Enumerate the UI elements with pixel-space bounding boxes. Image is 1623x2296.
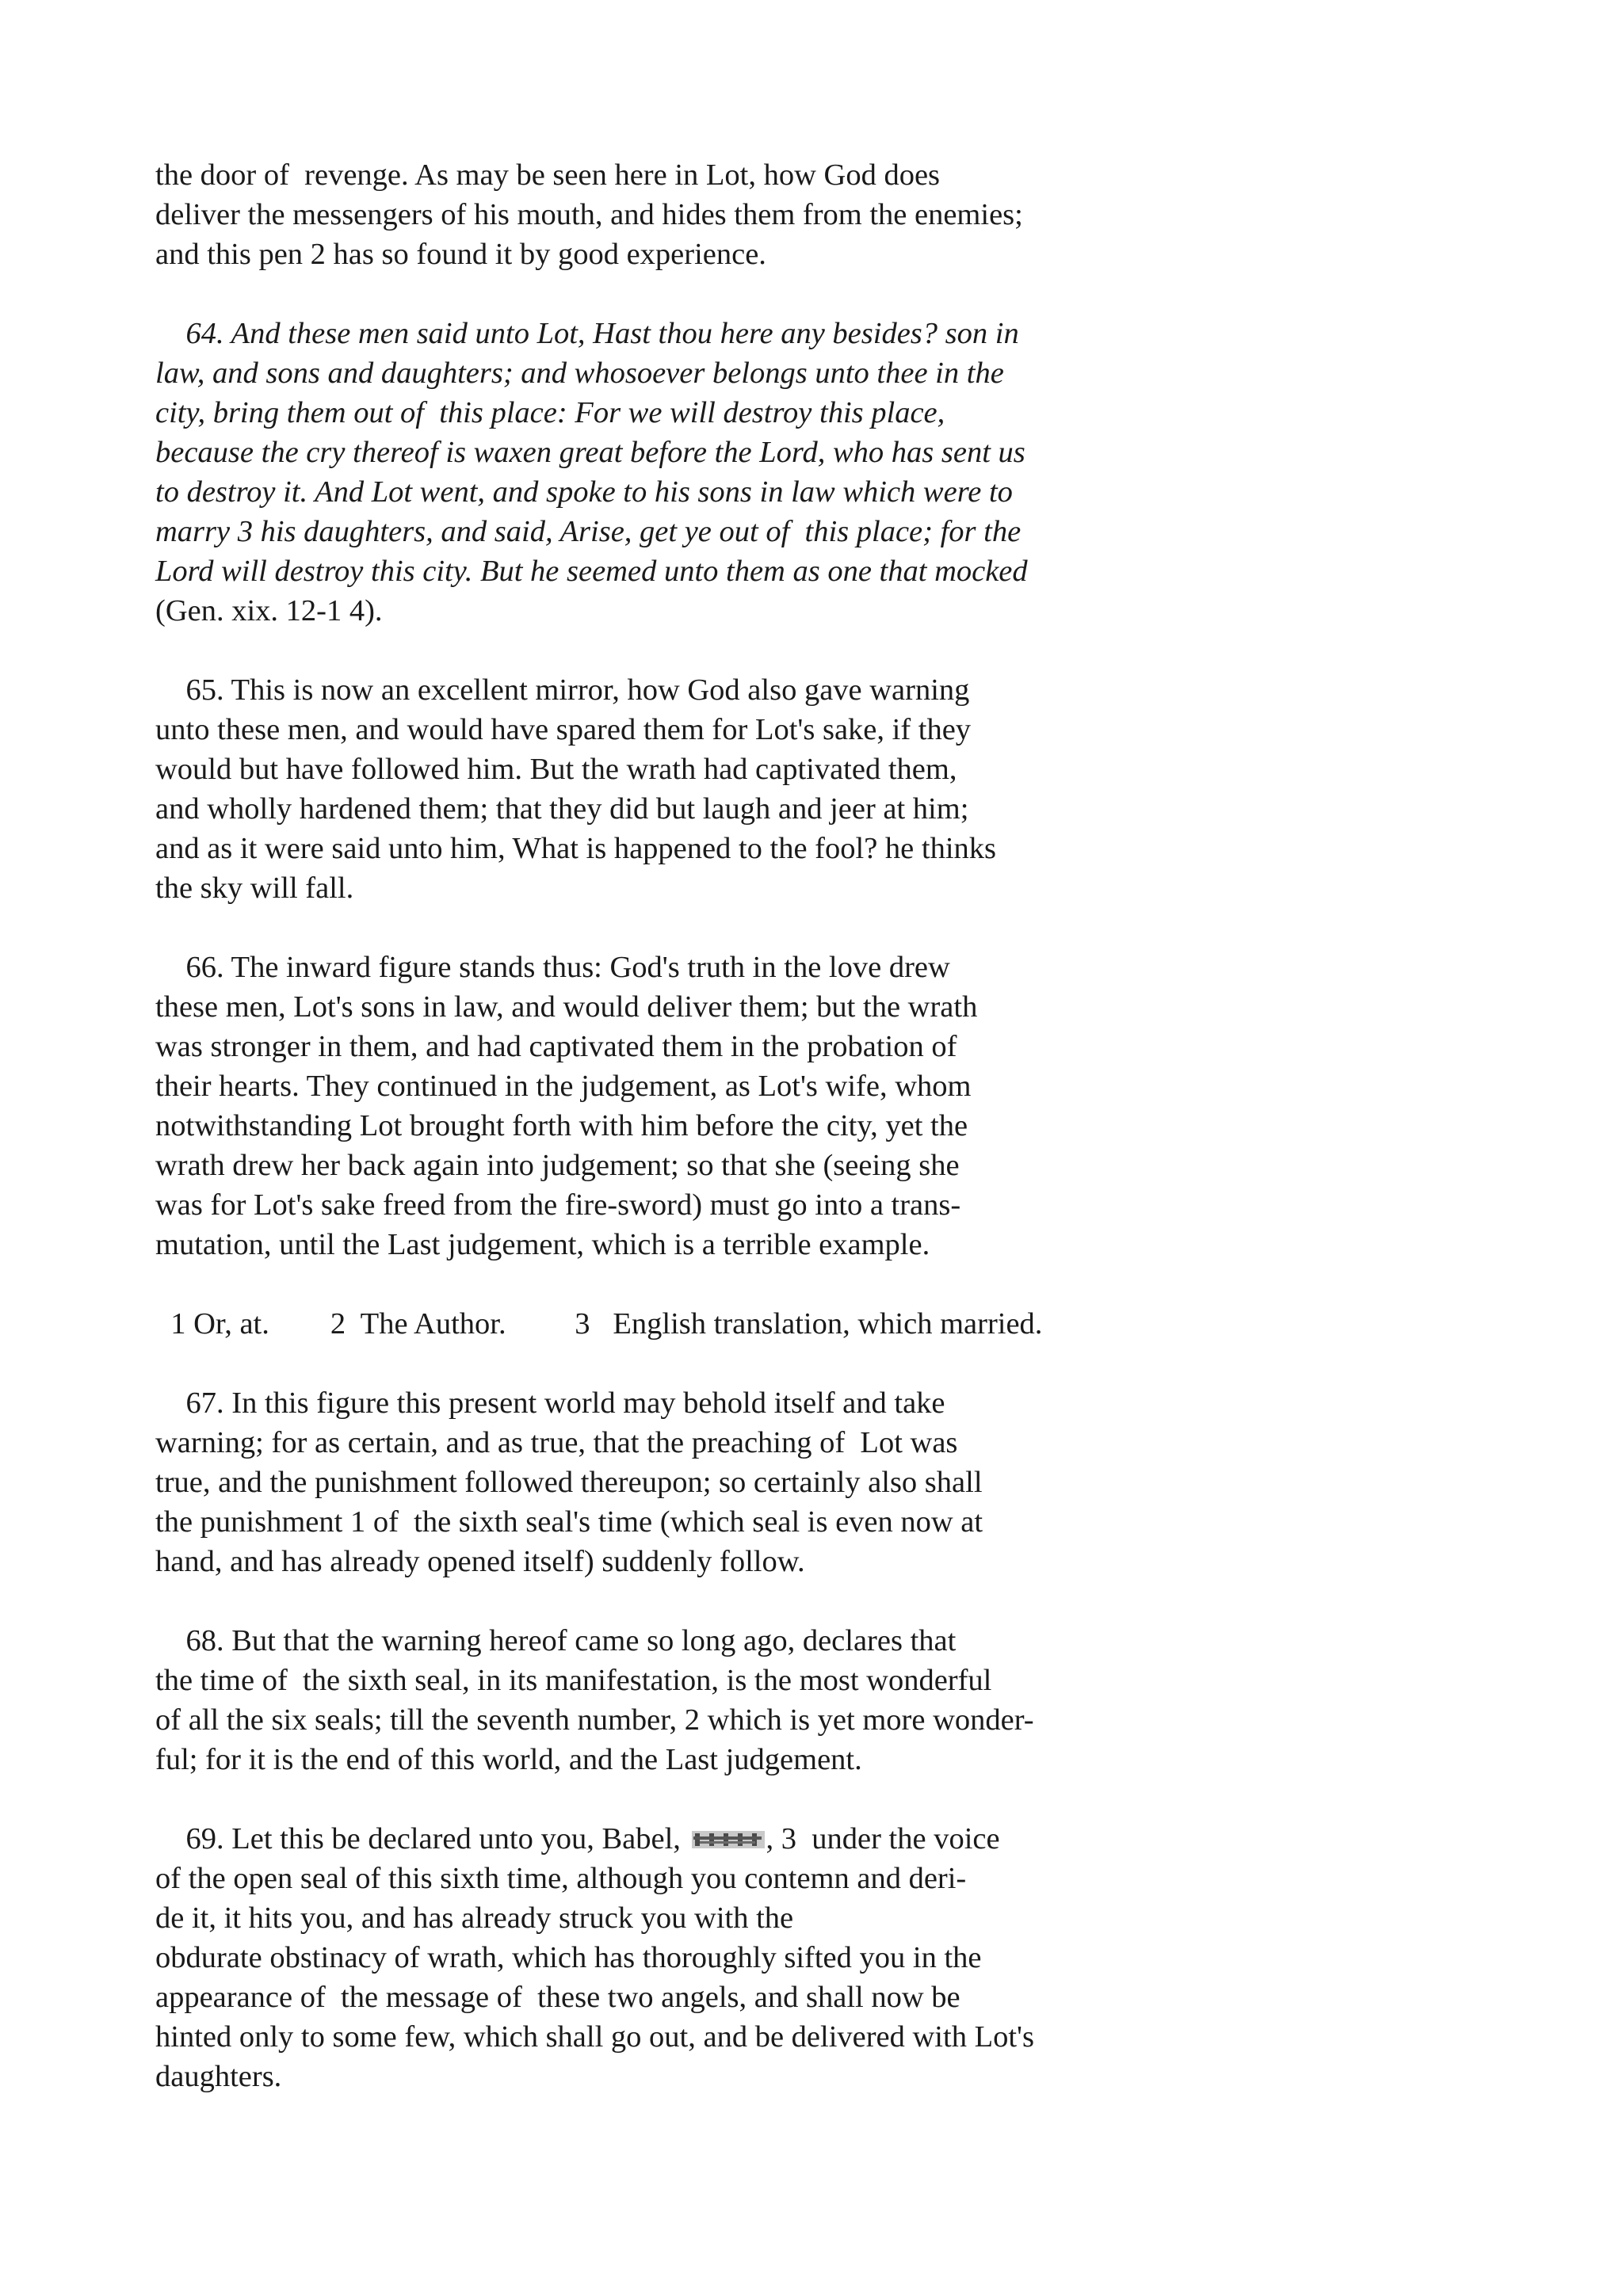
text-line: true, and the punishment followed thereupon; so certainly also shall	[155, 1466, 983, 1499]
text-line: law, and sons and daughters; and whosoever belongs unto thee in the	[155, 357, 1004, 390]
text-line: was stronger in them, and had captivated them in the probation of	[155, 1030, 957, 1063]
text-line: the sky will fall.	[155, 871, 354, 905]
text-line: mutation, until the Last judgement, which is a terrible example.	[155, 1228, 930, 1261]
text-line: obdurate obstinacy of wrath, which has thoroughly sifted you in the	[155, 1941, 982, 1974]
text-line: marry 3 his daughters, and said, Arise, get ye out of this place; for the	[155, 515, 1022, 548]
text-line: would but have followed him. But the wrath had captivated them,	[155, 753, 957, 786]
text-line: 66. The inward figure stands thus: God's truth in the love drew	[155, 951, 950, 984]
text-line: the time of the sixth seal, in its manifestation, is the most wonderful	[155, 1664, 992, 1697]
text-line: and as it were said unto him, What is happened to the fool? he thinks	[155, 832, 997, 865]
text-line: 64. And these men said unto Lot, Hast thou here any besides? son in	[155, 317, 1019, 350]
text-segment: , 3 under the voice	[766, 1822, 1000, 1855]
text-line: hand, and has already opened itself) suddenly follow.	[155, 1545, 805, 1578]
text-line: wrath drew her back again into judgement; so that she (seeing she	[155, 1149, 960, 1182]
text-line: the door of revenge. As may be seen here in Lot, how God does	[155, 158, 941, 192]
text-line: and this pen 2 has so found it by good experience.	[155, 238, 766, 271]
text-line: their hearts. They continued in the judgement, as Lot's wife, whom	[155, 1070, 972, 1103]
text-line: of all the six seals; till the seventh number, 2 which is yet more wonder-	[155, 1703, 1034, 1737]
text-line: to destroy it. And Lot went, and spoke to his sons in law which were to	[155, 475, 1013, 509]
text-line: de it, it hits you, and has already struck you with the	[155, 1901, 794, 1935]
text-line	[155, 1819, 1000, 1859]
text-line: the punishment 1 of the sixth seal's time (which seal is even now at	[155, 1505, 983, 1539]
text-segment: 69. Let this be declared unto you, Babel,	[155, 1822, 689, 1855]
citation-line: (Gen. xix. 12-1 4).	[155, 594, 383, 627]
text-line: because the cry thereof is waxen great before the Lord, who has sent us	[155, 436, 1025, 469]
text-line: Lord will destroy this city. But he seemed unto them as one that mocked	[155, 555, 1028, 588]
text-line: deliver the messengers of his mouth, and hides them from the enemies;	[155, 198, 1023, 231]
text-line: city, bring them out of this place: For we will destroy this place,	[155, 396, 945, 429]
text-line: 65. This is now an excellent mirror, how God also gave warning	[155, 673, 970, 707]
text-line: hinted only to some few, which shall go out, and be delivered with Lot's	[155, 2020, 1034, 2054]
footnotes: 1 Or, at. 2 The Author. 3 English translation, which married.	[155, 1307, 1043, 1341]
text-line: warning; for as certain, and as true, that the preaching of Lot was	[155, 1426, 958, 1459]
text-line: of the open seal of this sixth time, although you contemn and deri-	[155, 1862, 967, 1895]
text-line: and wholly hardened them; that they did but laugh and jeer at him;	[155, 792, 969, 826]
text-line: 67. In this figure this present world may behold itself and take	[155, 1386, 945, 1420]
text-line: appearance of the message of these two angels, and shall now be	[155, 1981, 960, 2014]
text-line: notwithstanding Lot brought forth with him before the city, yet the	[155, 1109, 968, 1142]
text-line: these men, Lot's sons in law, and would deliver them; but the wrath	[155, 990, 978, 1024]
text-line: ful; for it is the end of this world, and the Last judgement.	[155, 1743, 862, 1776]
text-line: unto these men, and would have spared them for Lot's sake, if they	[155, 713, 972, 746]
text-line: was for Lot's sake freed from the fire-sword) must go into a trans-	[155, 1188, 961, 1222]
text-line: daughters.	[155, 2060, 282, 2093]
text-line: 68. But that the warning hereof came so long ago, declares that	[155, 1624, 957, 1657]
hebrew-glyph-icon	[692, 1821, 765, 1841]
